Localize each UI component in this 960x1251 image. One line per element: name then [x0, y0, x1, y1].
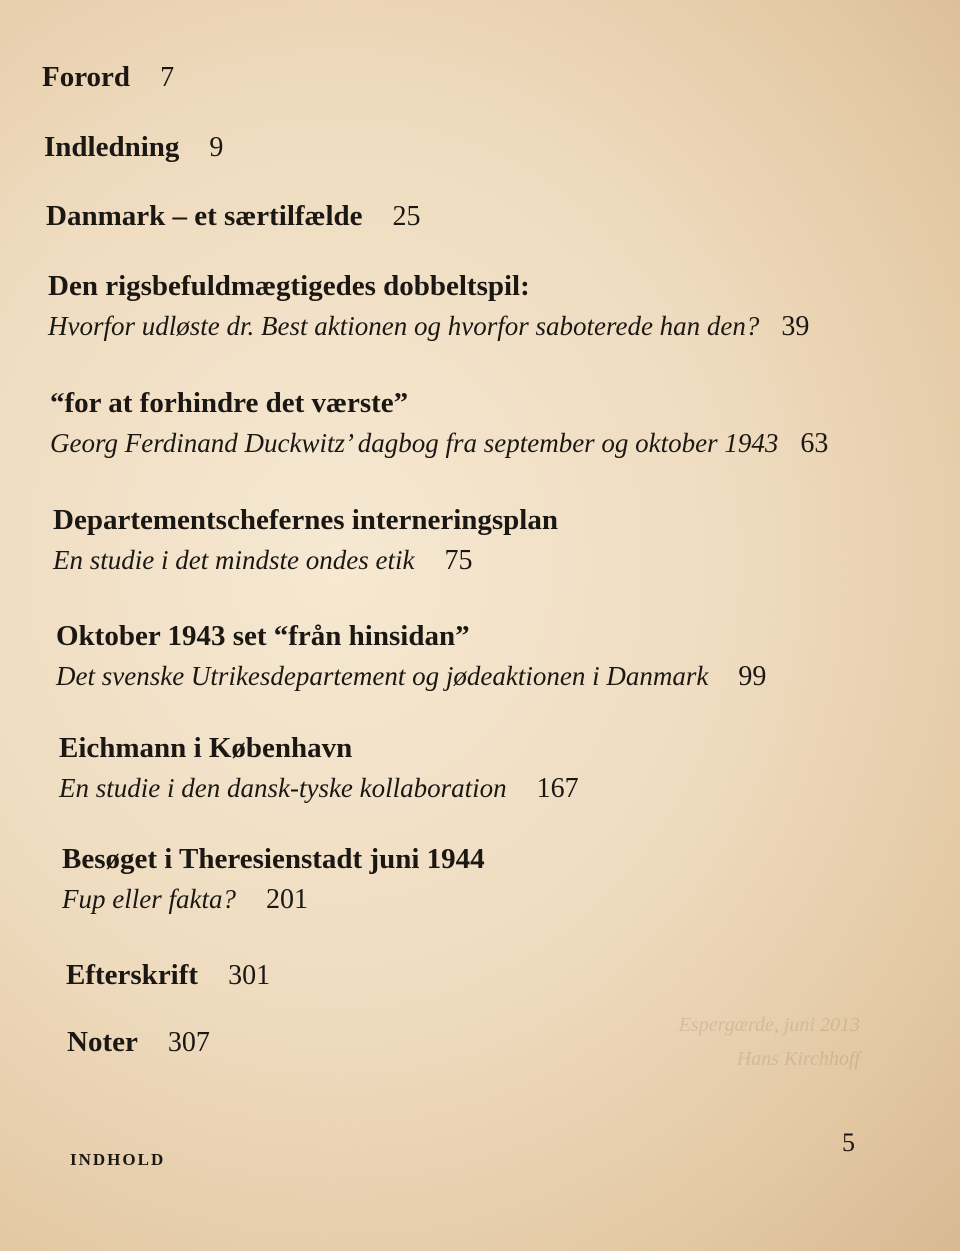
page-number: 301 [228, 960, 271, 991]
page-number: 39 [781, 311, 810, 342]
toc-entry [48, 269, 948, 344]
toc-entry-subtitle [62, 882, 960, 917]
show-through-text: Hans Kirchhoff [736, 1048, 860, 1070]
chapter-subtitle: Georg Ferdinand Duckwitz’ dagbog fra september og oktober 1943 [50, 428, 779, 458]
toc-entry-title [67, 1025, 960, 1060]
toc-entry-title: Oktober 1943 set “från hinsidan” [56, 620, 470, 652]
page-number: 201 [265, 884, 308, 915]
page-number: 307 [167, 1027, 210, 1058]
chapter-subtitle: En studie i den dansk-tyske kollaboration [59, 773, 507, 803]
chapter-title: Danmark – et særtilfælde [46, 200, 363, 232]
toc-entry [59, 731, 959, 806]
toc-entry-title: “for at forhindre det værste” [50, 387, 409, 419]
toc-entry-subtitle [59, 771, 959, 806]
page-number: 9 [209, 132, 224, 163]
toc-entry [67, 1025, 960, 1060]
page-number: 63 [800, 428, 829, 459]
toc-entry-title [66, 958, 960, 993]
toc-entry-title [46, 199, 946, 234]
toc-entry-title: Departementschefernes interneringsplan [53, 504, 558, 536]
toc-entry [46, 199, 946, 234]
show-through-text: Espergærde, juni 2013 [678, 1014, 860, 1036]
page-number: 25 [392, 201, 421, 232]
toc-entry-subtitle [53, 543, 953, 578]
toc-entry [42, 60, 942, 95]
toc-entry [53, 503, 953, 578]
folio-page-number: 5 [842, 1128, 855, 1157]
toc-entry-subtitle [56, 659, 956, 694]
toc-entry [44, 130, 944, 165]
toc-entry [62, 842, 960, 917]
toc-entry-title: Den rigsbefuldmægtigedes dobbeltspil: [48, 270, 530, 302]
toc-entry-title [42, 60, 942, 95]
toc-entry-subtitle [50, 426, 950, 461]
toc-entry [56, 619, 956, 694]
toc-entry [66, 958, 960, 993]
chapter-title: Forord [42, 61, 131, 93]
page-number: 99 [738, 661, 767, 692]
chapter-title: Noter [67, 1026, 138, 1058]
chapter-title: Efterskrift [66, 959, 199, 991]
toc-entry-title: Eichmann i København [59, 732, 353, 764]
chapter-subtitle: Fup eller fakta? [62, 884, 236, 914]
toc-entry [50, 386, 950, 461]
chapter-title: Indledning [44, 131, 180, 163]
chapter-subtitle: Hvorfor udløste dr. Best aktionen og hvorfor saboterede han den? [48, 311, 760, 341]
toc-entry-title [44, 130, 944, 165]
toc-entry-subtitle [48, 309, 948, 344]
chapter-subtitle: En studie i det mindste ondes etik [53, 545, 415, 575]
running-footer-label: INDHOLD [70, 1150, 166, 1169]
chapter-subtitle: Det svenske Utrikesdepartement og jødeaktionen i Danmark [56, 661, 709, 691]
page-number: 75 [444, 545, 473, 576]
toc-entry-title: Besøget i Theresienstadt juni 1944 [62, 843, 485, 875]
page-number: 7 [160, 62, 175, 93]
page-number: 167 [536, 773, 579, 804]
